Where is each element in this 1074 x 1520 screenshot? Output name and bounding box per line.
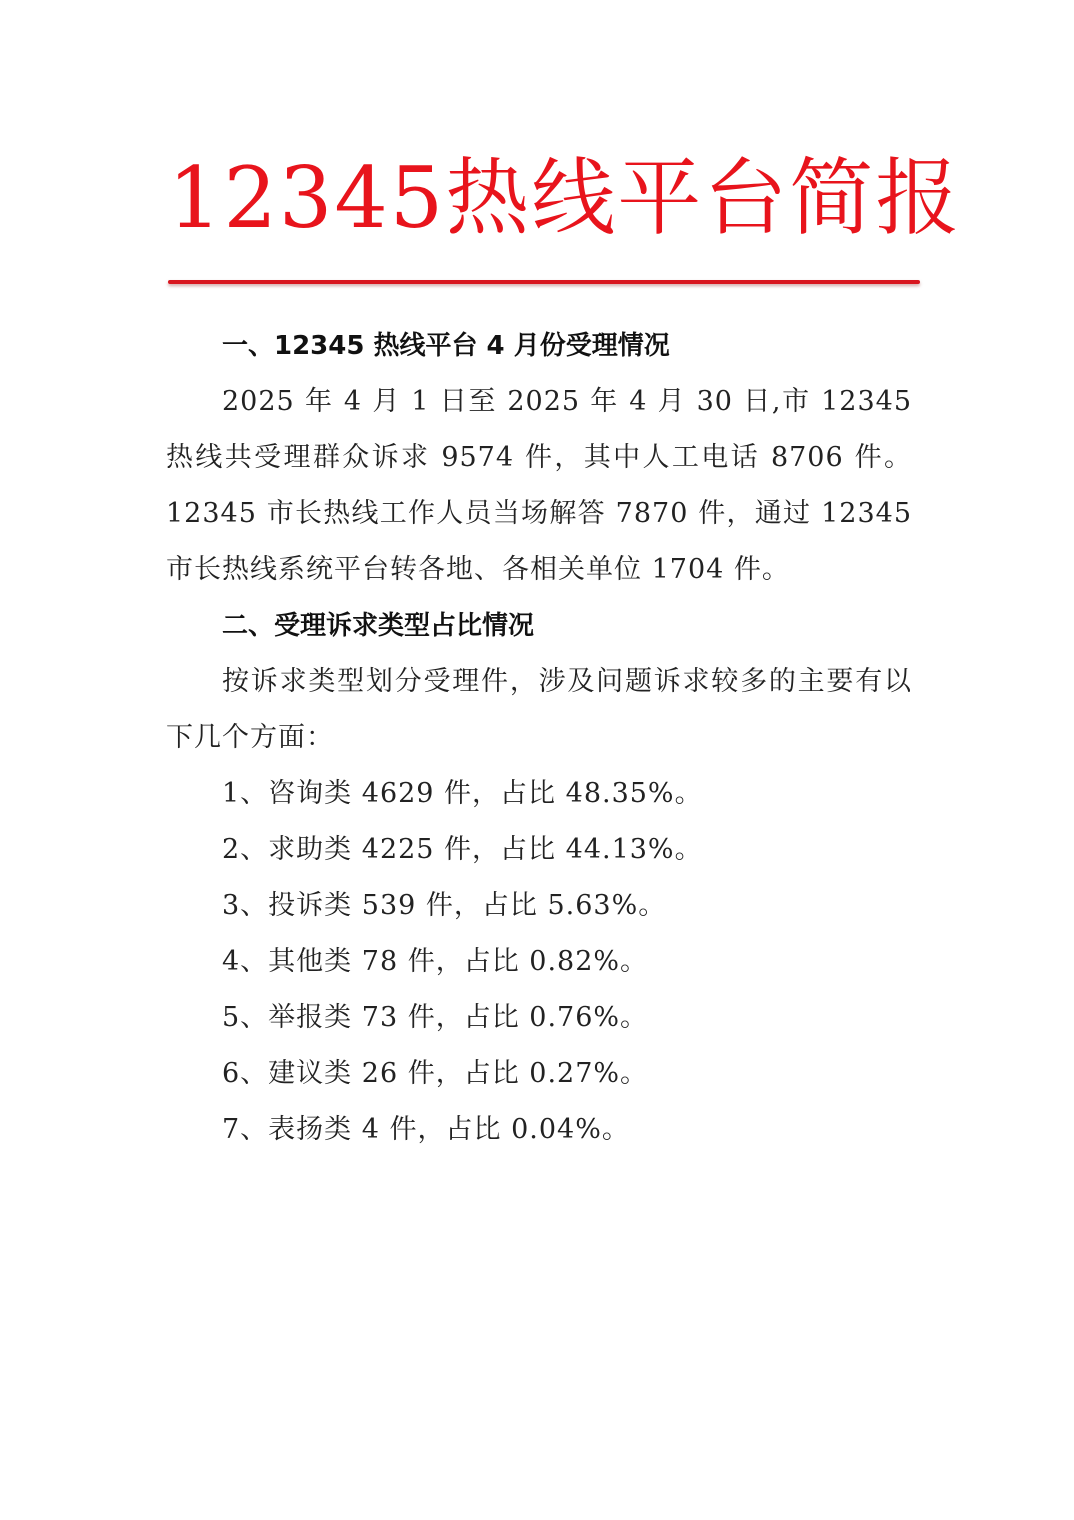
section-2-heading: 二、受理诉求类型占比情况 — [222, 611, 535, 641]
masthead-divider — [168, 280, 920, 284]
list-item-report: 5、举报类 73 件，占比 0.76%。 — [222, 1002, 649, 1033]
document-body — [166, 318, 912, 1158]
list-item-complaint: 3、投诉类 539 件，占比 5.63%。 — [222, 890, 667, 921]
list-item-assistance: 2、求助类 4225 件，占比 44.13%。 — [222, 834, 703, 865]
category-list — [166, 766, 912, 1158]
section-1-heading: 一、12345 热线平台 4 月份受理情况 — [222, 331, 670, 361]
section-1-paragraph: 2025 年 4 月 1 日至 2025 年 4 月 30 日,市 12345 热线共受理群众诉求 9574 件，其中人工电话 8706 件。12345 市长热线工作人员当场解答 7870 件，通过 12345 市长热线系统平台转各地、各相关单位 1704 件。 — [166, 386, 912, 585]
masthead-title: 12345热线平台简报 — [168, 149, 962, 247]
list-item-praise: 7、表扬类 4 件，占比 0.04%。 — [222, 1114, 630, 1145]
list-item-consultation: 1、咨询类 4629 件，占比 48.35%。 — [222, 778, 703, 809]
section-2-intro: 按诉求类型划分受理件，涉及问题诉求较多的主要有以下几个方面： — [166, 666, 912, 753]
list-item-other: 4、其他类 78 件，占比 0.82%。 — [222, 946, 649, 977]
list-item-suggestion: 6、建议类 26 件，占比 0.27%。 — [222, 1058, 649, 1089]
